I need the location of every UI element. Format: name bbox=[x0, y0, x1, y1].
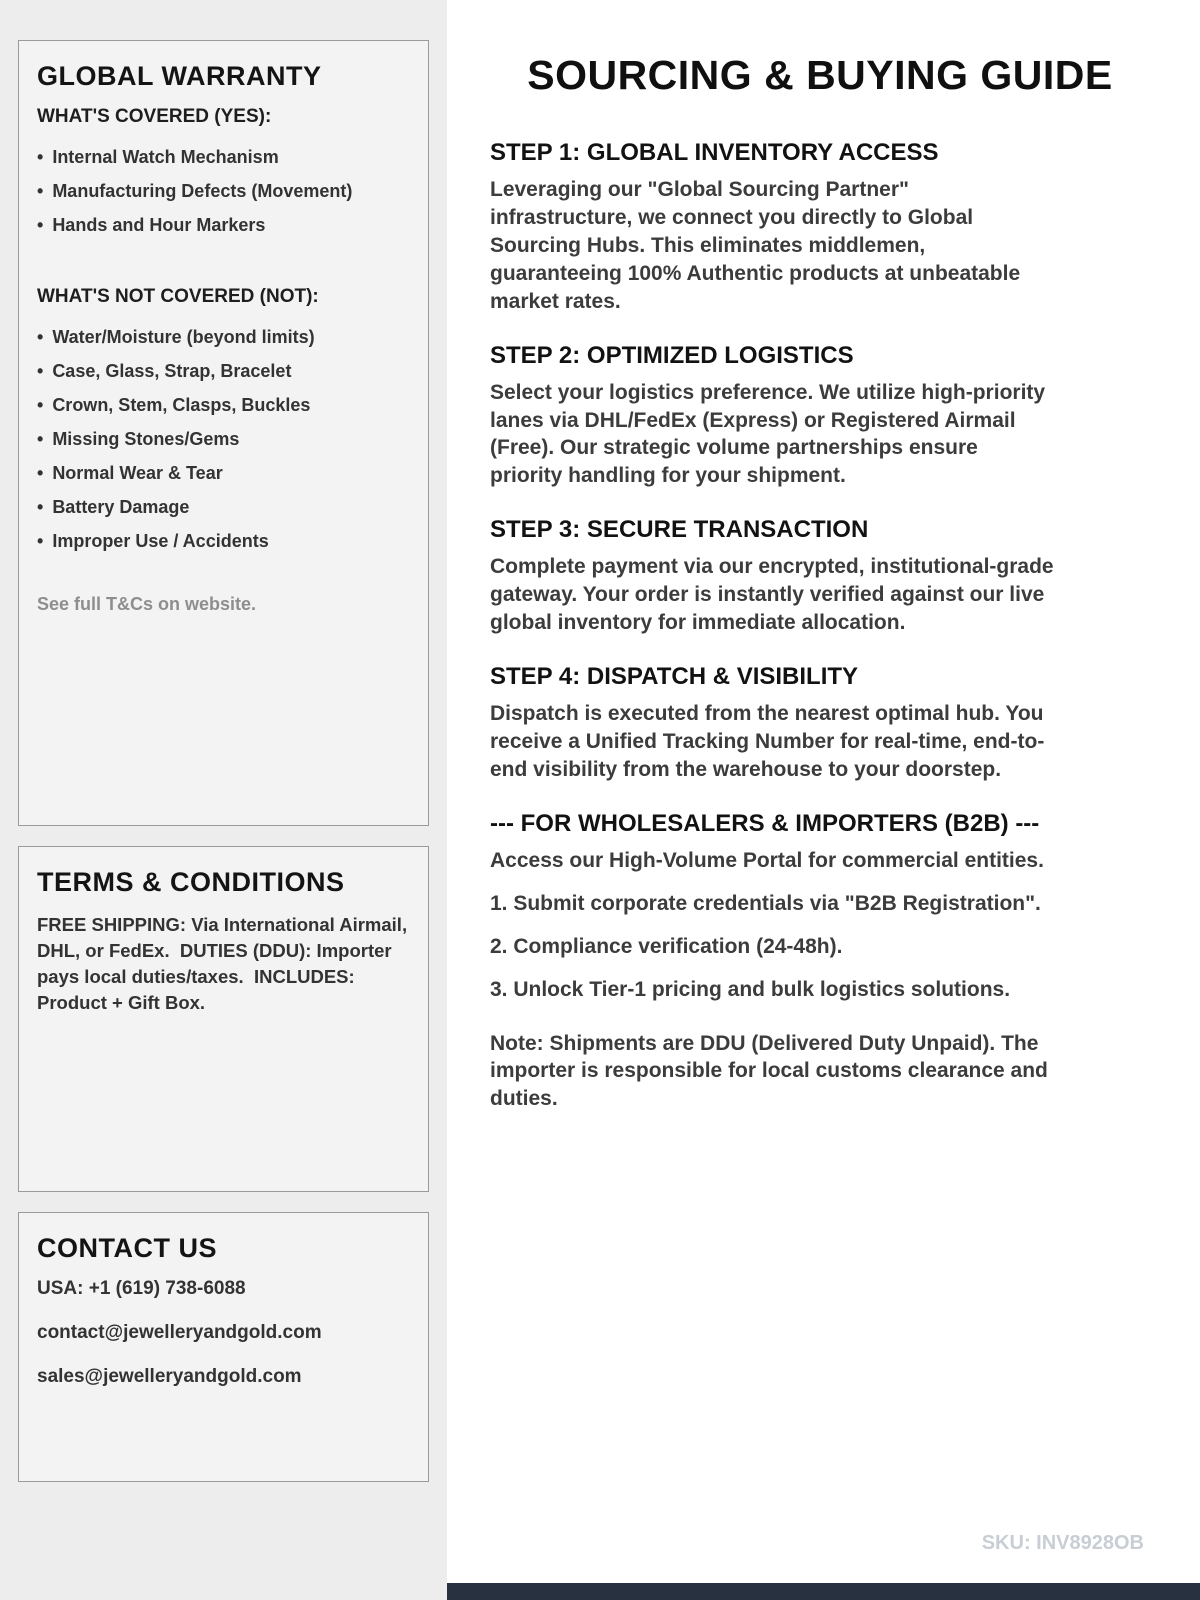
step-3-body: Complete payment via our encrypted, institutional-grade gateway. Your order is instantly verified against our live global inventory for immediate allocation. bbox=[490, 555, 1054, 635]
b2b-item: 2. Compliance verification (24-48h). bbox=[490, 934, 843, 958]
step-4-heading: STEP 4: DISPATCH & VISIBILITY bbox=[490, 663, 859, 691]
b2b-intro: Access our High-Volume Portal for commercial entities. bbox=[490, 848, 1044, 872]
step-2-section bbox=[490, 342, 1150, 491]
terms-body: FREE SHIPPING: Via International Airmail, DHL, or FedEx. DUTIES (DDU): Importer pays local duties/taxes. INCLUDES: Product + Gift Box. bbox=[37, 914, 413, 1013]
step-3-section bbox=[490, 516, 1150, 637]
b2b-item: 3. Unlock Tier-1 pricing and bulk logistics solutions. bbox=[490, 977, 1011, 1001]
step-4-body: Dispatch is executed from the nearest optimal hub. You receive a Unified Tracking Number for real-time, end-to-end visibility from the warehouse to your doorstep. bbox=[490, 702, 1045, 781]
b2b-item: 1. Submit corporate credentials via "B2B Registration". bbox=[490, 891, 1041, 915]
not-covered-item: • Missing Stones/Gems bbox=[37, 422, 410, 456]
covered-item: • Internal Watch Mechanism bbox=[37, 140, 410, 174]
not-covered-item: • Water/Moisture (beyond limits) bbox=[37, 320, 410, 354]
sidebar bbox=[0, 0, 447, 1600]
not-covered-item: • Case, Glass, Strap, Bracelet bbox=[37, 354, 410, 388]
step-1-section bbox=[490, 139, 1150, 316]
terms-title: TERMS & CONDITIONS bbox=[37, 867, 345, 897]
contact-email-sales: sales@jewelleryandgold.com bbox=[37, 1366, 302, 1387]
sku-label: SKU: INV8928OB bbox=[981, 1532, 1144, 1554]
ddu-note: Note: Shipments are DDU (Delivered Duty Unpaid). The importer is responsible for local customs clearance and duties. bbox=[490, 1031, 1048, 1111]
step-3-heading: STEP 3: SECURE TRANSACTION bbox=[490, 516, 869, 544]
warranty-footnote: See full T&Cs on website. bbox=[37, 594, 257, 614]
contact-panel bbox=[18, 1212, 429, 1482]
contact-email-primary: contact@jewelleryandgold.com bbox=[37, 1322, 322, 1343]
covered-list bbox=[37, 140, 410, 242]
b2b-section bbox=[490, 810, 1150, 1004]
step-1-body: Leveraging our "Global Sourcing Partner" infrastructure, we connect you directly to Global Sourcing Hubs. This eliminates middlemen, guaranteeing 100% Authentic products at unbeatable market rates. bbox=[490, 178, 1021, 313]
not-covered-item: • Battery Damage bbox=[37, 490, 410, 524]
not-covered-list bbox=[37, 320, 410, 558]
contact-phone: USA: +1 (619) 738-6088 bbox=[37, 1278, 246, 1299]
covered-item: • Manufacturing Defects (Movement) bbox=[37, 174, 410, 208]
not-covered-heading: WHAT'S NOT COVERED (NOT): bbox=[37, 286, 319, 307]
step-2-body: Select your logistics preference. We utilize high-priority lanes via DHL/FedEx (Express) or Registered Airmail (Free). Our strategic volume partnerships ensure priority handling for your shipment. bbox=[490, 380, 1046, 488]
not-covered-item: • Improper Use / Accidents bbox=[37, 524, 410, 558]
not-covered-item: • Crown, Stem, Clasps, Buckles bbox=[37, 388, 410, 422]
not-covered-item: • Normal Wear & Tear bbox=[37, 456, 410, 490]
main-content bbox=[490, 52, 1150, 1113]
step-1-heading: STEP 1: GLOBAL INVENTORY ACCESS bbox=[490, 139, 939, 166]
bottom-bar bbox=[447, 1583, 1200, 1600]
terms-panel bbox=[18, 846, 429, 1192]
step-2-heading: STEP 2: OPTIMIZED LOGISTICS bbox=[490, 341, 854, 369]
page-title: SOURCING & BUYING GUIDE bbox=[527, 52, 1113, 98]
warranty-title: GLOBAL WARRANTY bbox=[37, 61, 322, 91]
covered-item: • Hands and Hour Markers bbox=[37, 208, 410, 242]
warranty-panel bbox=[18, 40, 429, 826]
covered-heading: WHAT'S COVERED (YES): bbox=[37, 106, 272, 127]
step-4-section bbox=[490, 663, 1150, 784]
b2b-heading: --- FOR WHOLESALERS & IMPORTERS (B2B) --- bbox=[490, 809, 1040, 837]
contact-title: CONTACT US bbox=[37, 1233, 217, 1263]
